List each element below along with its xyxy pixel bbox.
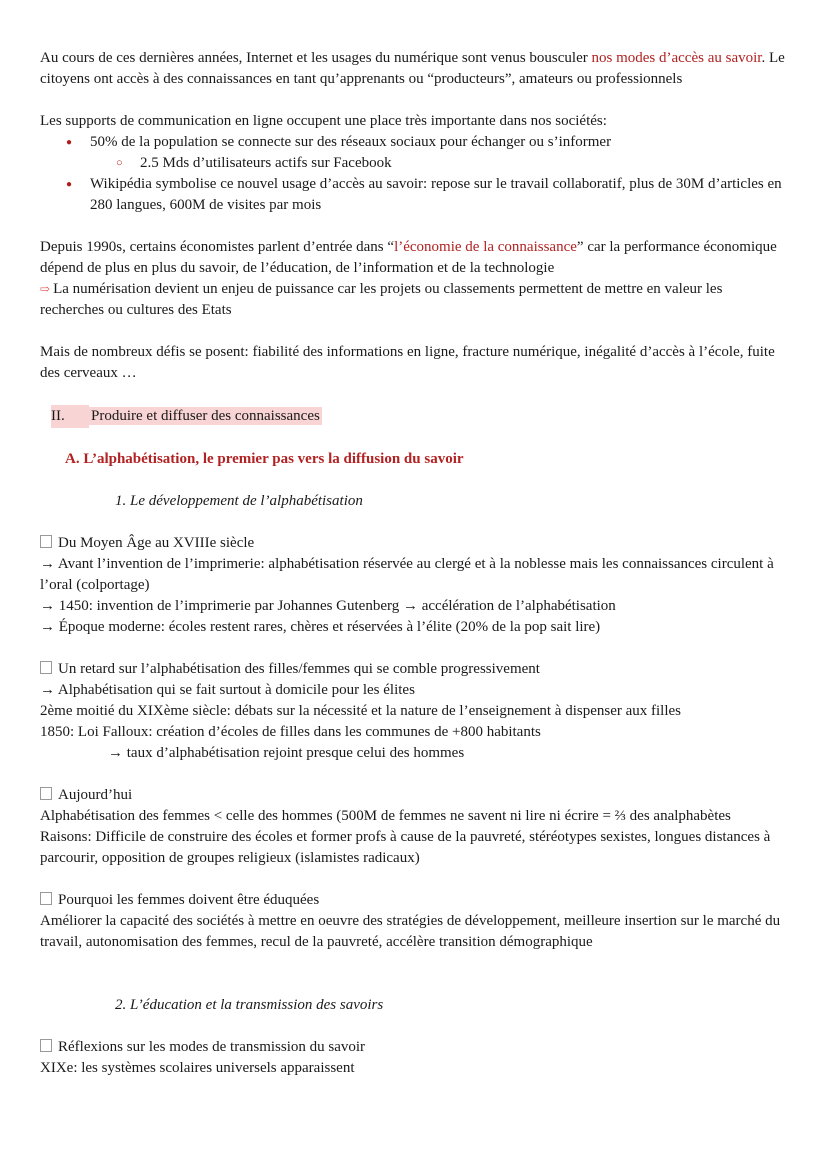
intro-paragraph-4: Mais de nombreux défis se posent: fiabilité des informations en ligne, fracture numérique, inégalité d’accès à l’école, fuite des cerveaux … <box>40 344 775 381</box>
subsection-heading-2: 2. L’éducation et la transmission des savoirs <box>115 997 384 1013</box>
sub-bullet-list <box>90 153 788 174</box>
block-line: 1850: Loi Falloux: création d’écoles de filles dans les communes de +800 habitants <box>40 724 541 740</box>
intro-paragraph-3: Depuis 1990s, certains économistes parlent d’entrée dans “l’économie de la connaissance” car la performance économique dépend de plus en plus du savoir, de l’éducation, de l’information et de la technologie <box>40 239 777 276</box>
bullet-list <box>40 132 788 216</box>
block-line: Raisons: Difficile de construire des écoles et former profs à cause de la pauvreté, stéréotypes sexistes, longues distances à parcourir, opposition de groupes religieux (islamistes radicaux) <box>40 829 771 866</box>
block-line: → Époque moderne: écoles restent rares, chères et réservées à l’élite (20% de la pop sait lire) <box>40 619 601 635</box>
block-title: Pourquoi les femmes doivent être éduquées <box>40 890 788 911</box>
intro-paragraph-2: Les supports de communication en ligne occupent une place très importante dans nos sociétés: <box>40 113 607 129</box>
block-title: Du Moyen Âge au XVIIIe siècle <box>40 533 788 554</box>
highlight-modes-acces: nos modes d’accès au savoir <box>591 50 762 66</box>
block-line: → taux d’alphabétisation rejoint presque celui des hommes <box>108 745 465 761</box>
checkbox-icon <box>40 892 52 905</box>
subsection-heading-1: 1. Le développement de l’alphabétisation <box>115 493 363 509</box>
checkbox-icon <box>40 661 52 674</box>
block-line: Améliorer la capacité des sociétés à mettre en oeuvre des stratégies de développement, meilleure insertion sur le marché du travail, autonomisation des femmes, recul de la pauvreté, accélère transition démographique <box>40 913 781 950</box>
list-item: ● Wikipédia symbolise ce nouvel usage d’accès au savoir: repose sur le travail collaboratif, plus de 30M d’articles en 280 langues, 600M de visites par mois <box>90 174 788 216</box>
block-line: → Avant l’invention de l’imprimerie: alphabétisation réservée au clergé et à la noblesse mais les connaissances circulent à l’oral (colportage) <box>40 556 774 593</box>
block-title: Un retard sur l’alphabétisation des filles/femmes qui se comble progressivement <box>40 659 788 680</box>
block-line: → Alphabétisation qui se fait surtout à domicile pour les élites <box>40 682 415 698</box>
checkbox-icon <box>40 535 52 548</box>
list-item: ● 50% de la population se connecte sur des réseaux sociaux pour échanger ou s’informer ○ 2.5 Mds d’utilisateurs actifs sur Facebook <box>90 132 788 174</box>
block-line: Alphabétisation des femmes < celle des hommes (500M de femmes ne savent ni lire ni écrire = ⅔ des analphabètes <box>40 808 731 824</box>
highlight-economie-connaissance: l’économie de la connaissance <box>394 239 577 255</box>
block-title: Aujourd’hui <box>40 785 788 806</box>
checkbox-icon <box>40 787 52 800</box>
right-arrow-icon: ⇨ <box>40 282 51 296</box>
intro-paragraph-1: Au cours de ces dernières années, Internet et les usages du numérique sont venus bousculer nos modes d’accès au savoir. Le citoyens ont accès à des connaissances en tant qu’apprenants ou “producteurs”, amateurs ou professionnels <box>40 50 785 87</box>
block-title: Réflexions sur les modes de transmission du savoir <box>40 1037 788 1058</box>
section-heading-a: A. L’alphabétisation, le premier pas vers la diffusion du savoir <box>65 451 464 467</box>
arrow-note: ⇨ La numérisation devient un enjeu de puissance car les projets ou classements permettent de mettre en valeur les recherches ou cultures des Etats <box>40 281 723 318</box>
list-item: ○ 2.5 Mds d’utilisateurs actifs sur Facebook <box>140 153 788 174</box>
block-line: 2ème moitié du XIXème siècle: débats sur la nécessité et la nature de l’enseignement à dispenser aux filles <box>40 703 682 719</box>
checkbox-icon <box>40 1039 52 1052</box>
block-line: → 1450: invention de l’imprimerie par Johannes Gutenberg → accélération de l’alphabétisation <box>40 598 616 614</box>
block-line: XIXe: les systèmes scolaires universels apparaissent <box>40 1060 355 1076</box>
section-heading-ii: II. Produire et diffuser des connaissances <box>40 405 788 428</box>
